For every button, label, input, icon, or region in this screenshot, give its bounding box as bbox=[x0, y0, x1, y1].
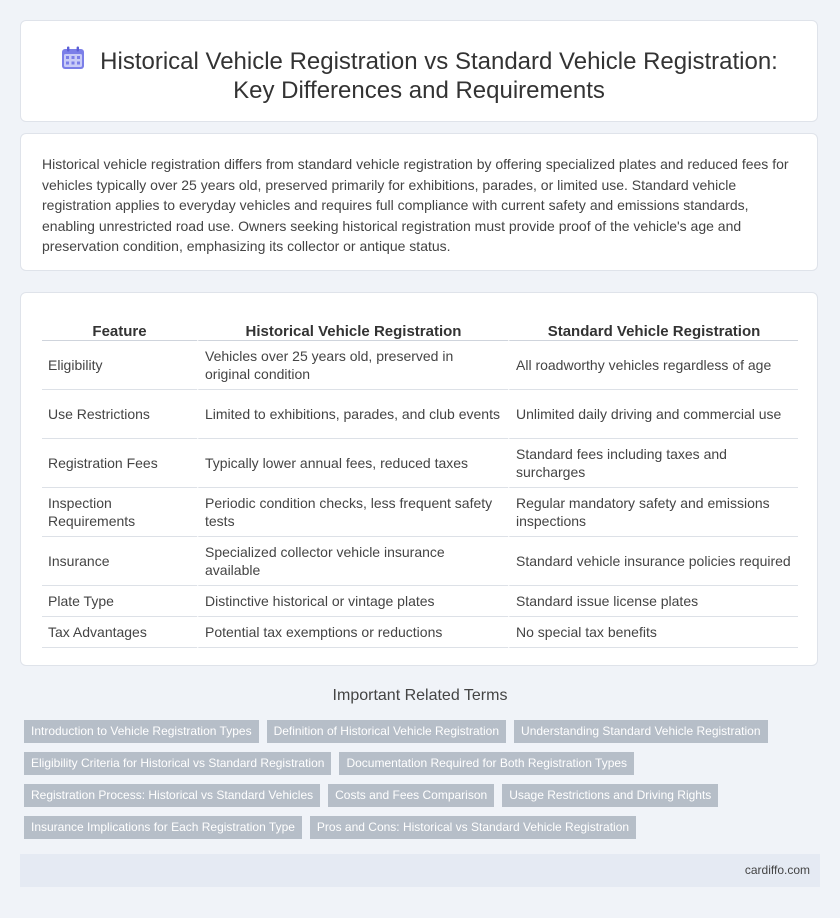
related-terms-heading: Important Related Terms bbox=[332, 687, 508, 704]
related-term-tag[interactable]: Eligibility Criteria for Historical vs Standard Registration bbox=[24, 752, 331, 775]
table-cell-historical: Distinctive historical or vintage plates bbox=[197, 586, 508, 617]
table-row bbox=[42, 617, 798, 648]
title-card bbox=[20, 20, 818, 122]
table-cell-feature: Eligibility bbox=[42, 341, 197, 390]
calendar-icon bbox=[60, 45, 86, 71]
intro-paragraph: Historical vehicle registration differs from standard vehicle registration by offering specialized plates and reduced fees for vehicles typically over 25 years old, preserved primarily for exhibitions, parades, or limited use. Standard vehicle registration applies to everyday vehicles and requires full compliance with current safety and emissions standards, enabling unrestricted road use. Owners seeking historical registration must provide proof of the vehicle's age and preservation condition, emphasizing its collector or antique status. bbox=[42, 156, 789, 254]
title-line-1: Historical Vehicle Registration vs Standard Vehicle Registration: bbox=[100, 48, 778, 75]
table-cell-feature: Registration Fees bbox=[42, 439, 197, 488]
page-title bbox=[21, 45, 817, 105]
comparison-table bbox=[42, 314, 798, 648]
header-standard: Standard Vehicle Registration bbox=[508, 314, 798, 341]
table-cell-feature: Insurance bbox=[42, 537, 197, 586]
table-cell-historical: Potential tax exemptions or reductions bbox=[197, 617, 508, 648]
table-cell-feature: Inspection Requirements bbox=[42, 488, 197, 537]
table-cell-historical: Vehicles over 25 years old, preserved in original condition bbox=[197, 341, 508, 390]
table-header-row bbox=[42, 314, 798, 341]
related-term-tag[interactable]: Documentation Required for Both Registration Types bbox=[339, 752, 634, 775]
footer-site-link[interactable]: cardiffo.com bbox=[744, 863, 810, 877]
table-row bbox=[42, 586, 798, 617]
table-cell-standard: All roadworthy vehicles regardless of age bbox=[508, 341, 798, 390]
related-term-tag[interactable]: Insurance Implications for Each Registration Type bbox=[24, 816, 302, 839]
table-row bbox=[42, 341, 798, 390]
related-term-tag[interactable]: Registration Process: Historical vs Standard Vehicles bbox=[24, 784, 320, 807]
table-cell-standard: Standard issue license plates bbox=[508, 586, 798, 617]
table-cell-historical: Limited to exhibitions, parades, and club events bbox=[197, 390, 508, 439]
comparison-table-card bbox=[20, 292, 818, 666]
related-terms-list bbox=[24, 720, 824, 848]
table-cell-feature: Use Restrictions bbox=[42, 390, 197, 439]
table-cell-standard: Standard vehicle insurance policies required bbox=[508, 537, 798, 586]
intro-card bbox=[20, 133, 818, 271]
related-term-tag[interactable]: Understanding Standard Vehicle Registration bbox=[514, 720, 767, 743]
table-cell-historical: Specialized collector vehicle insurance available bbox=[197, 537, 508, 586]
related-term-tag[interactable]: Usage Restrictions and Driving Rights bbox=[502, 784, 718, 807]
footer bbox=[20, 854, 820, 887]
table-cell-historical: Periodic condition checks, less frequent safety tests bbox=[197, 488, 508, 537]
table-cell-standard: Unlimited daily driving and commercial use bbox=[508, 390, 798, 439]
header-historical: Historical Vehicle Registration bbox=[197, 314, 508, 341]
table-row bbox=[42, 488, 798, 537]
table-cell-feature: Plate Type bbox=[42, 586, 197, 617]
table-row bbox=[42, 537, 798, 586]
header-feature: Feature bbox=[42, 314, 197, 341]
related-term-tag[interactable]: Introduction to Vehicle Registration Types bbox=[24, 720, 259, 743]
related-term-tag[interactable]: Definition of Historical Vehicle Registration bbox=[267, 720, 506, 743]
table-row bbox=[42, 390, 798, 439]
table-cell-standard: Regular mandatory safety and emissions inspections bbox=[508, 488, 798, 537]
table-cell-standard: Standard fees including taxes and surcharges bbox=[508, 439, 798, 488]
table-cell-historical: Typically lower annual fees, reduced taxes bbox=[197, 439, 508, 488]
table-cell-standard: No special tax benefits bbox=[508, 617, 798, 648]
table-cell-feature: Tax Advantages bbox=[42, 617, 197, 648]
related-term-tag[interactable]: Costs and Fees Comparison bbox=[328, 784, 494, 807]
related-term-tag[interactable]: Pros and Cons: Historical vs Standard Vehicle Registration bbox=[310, 816, 636, 839]
title-line-2: Key Differences and Requirements bbox=[233, 77, 605, 104]
table-row bbox=[42, 439, 798, 488]
